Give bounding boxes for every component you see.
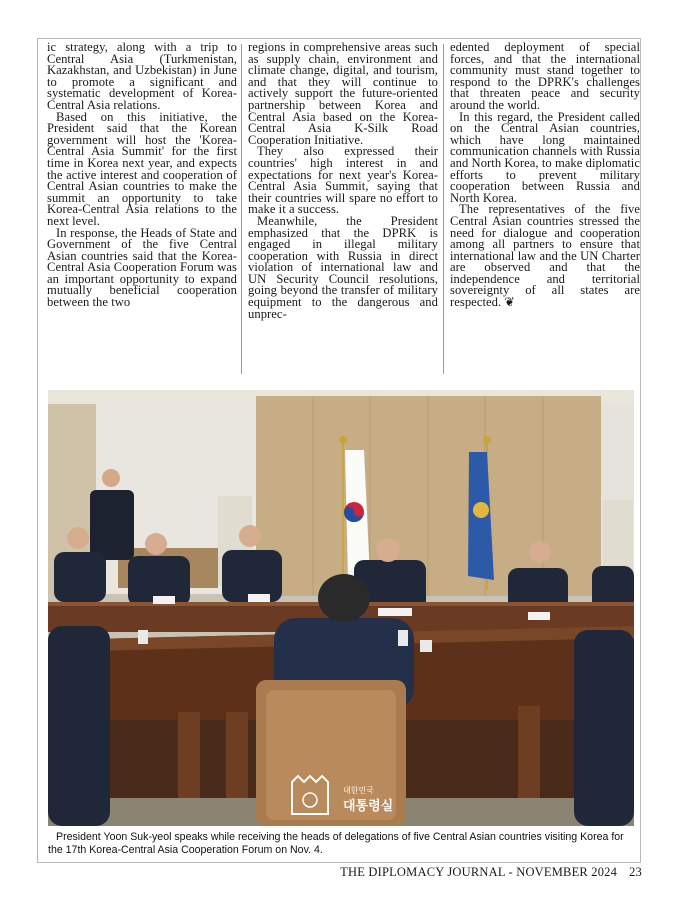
- paragraph: They also expressed their countries' high interest in and expectations for next year's Korea-Central Asia Summit, saying that their countries will spare no effort to make it a success.: [248, 144, 438, 217]
- article-column-1: [47, 42, 237, 309]
- paragraph: In response, the Heads of State and Government of the five Central Asian countries said that the Korea-Central Asia Cooperation Forum was an important opportunity to expand mutually beneficial cooperation between the two: [47, 225, 237, 310]
- paragraph: Based on this initiative, the President said that the Korean government will host the 'Korea-Central Asia Summit' for the first time in Korea next year, and expects the active interest and cooperation of Central Asian countries to make the summit an opportunity to take Korea-Central Asia relations to the next level.: [47, 109, 237, 228]
- meeting-photo: [48, 390, 634, 826]
- page-footer: [340, 865, 642, 880]
- paragraph: [450, 204, 640, 308]
- page-number: 23: [629, 865, 642, 879]
- article-column-2: [248, 42, 438, 320]
- paragraph: In this regard, the President called on the Central Asian countries, which have long maintained communication channels with Russia and North Korea, to make diplomatic efforts to prevent military cooperation between Russia and North Korea.: [450, 109, 640, 205]
- paragraph-text: The representatives of the five Central Asian countries stressed the need for dialogue and cooperation among all partners to ensure that international law and the UN Charter are observed and that the independence and territorial sovereignty of all states are respected.: [450, 202, 640, 310]
- column-divider: [443, 44, 444, 374]
- watermark-large: 대통령실: [343, 799, 394, 814]
- paragraph: regions in comprehensive areas such as supply chain, environment and climate change, digital, and tourism, and that they will continue to actively support the future-oriented partnership between Korea and Central Asia based on the Korea-Central Asia K-Silk Road Cooperation Initiative.: [248, 40, 438, 147]
- publication-name: THE DIPLOMACY JOURNAL - NOVEMBER 2024: [340, 865, 618, 879]
- end-mark-icon: ❦: [504, 295, 516, 310]
- article-column-3: [450, 42, 640, 309]
- watermark-small: 대한민국: [343, 786, 374, 795]
- paragraph: edented deployment of special forces, and that the international community must stand together to respond to the DPRK's challenges that threaten peace and security around the world.: [450, 40, 640, 112]
- paragraph: ic strategy, along with a trip to Central Asia (Turkmenistan, Kazakhstan, and Uzbekistan) in June to promote a significant and systematic development of Korea-Central Asia relations.: [47, 40, 237, 112]
- column-divider: [241, 44, 242, 374]
- meeting-illustration: [48, 390, 634, 826]
- photo-caption: President Yoon Suk-yeol speaks while receiving the heads of delegations of five Central Asian countries visiting Korea for the 17th Korea-Central Asia Cooperation Forum on Nov. 4.: [48, 831, 624, 856]
- paragraph: Meanwhile, the President emphasized that the DPRK is engaged in illegal military cooperation with Russia in direct violation of international law and UN Security Council resolutions, going beyond the transfer of military equipment to the dangerous and unprec-: [248, 213, 438, 321]
